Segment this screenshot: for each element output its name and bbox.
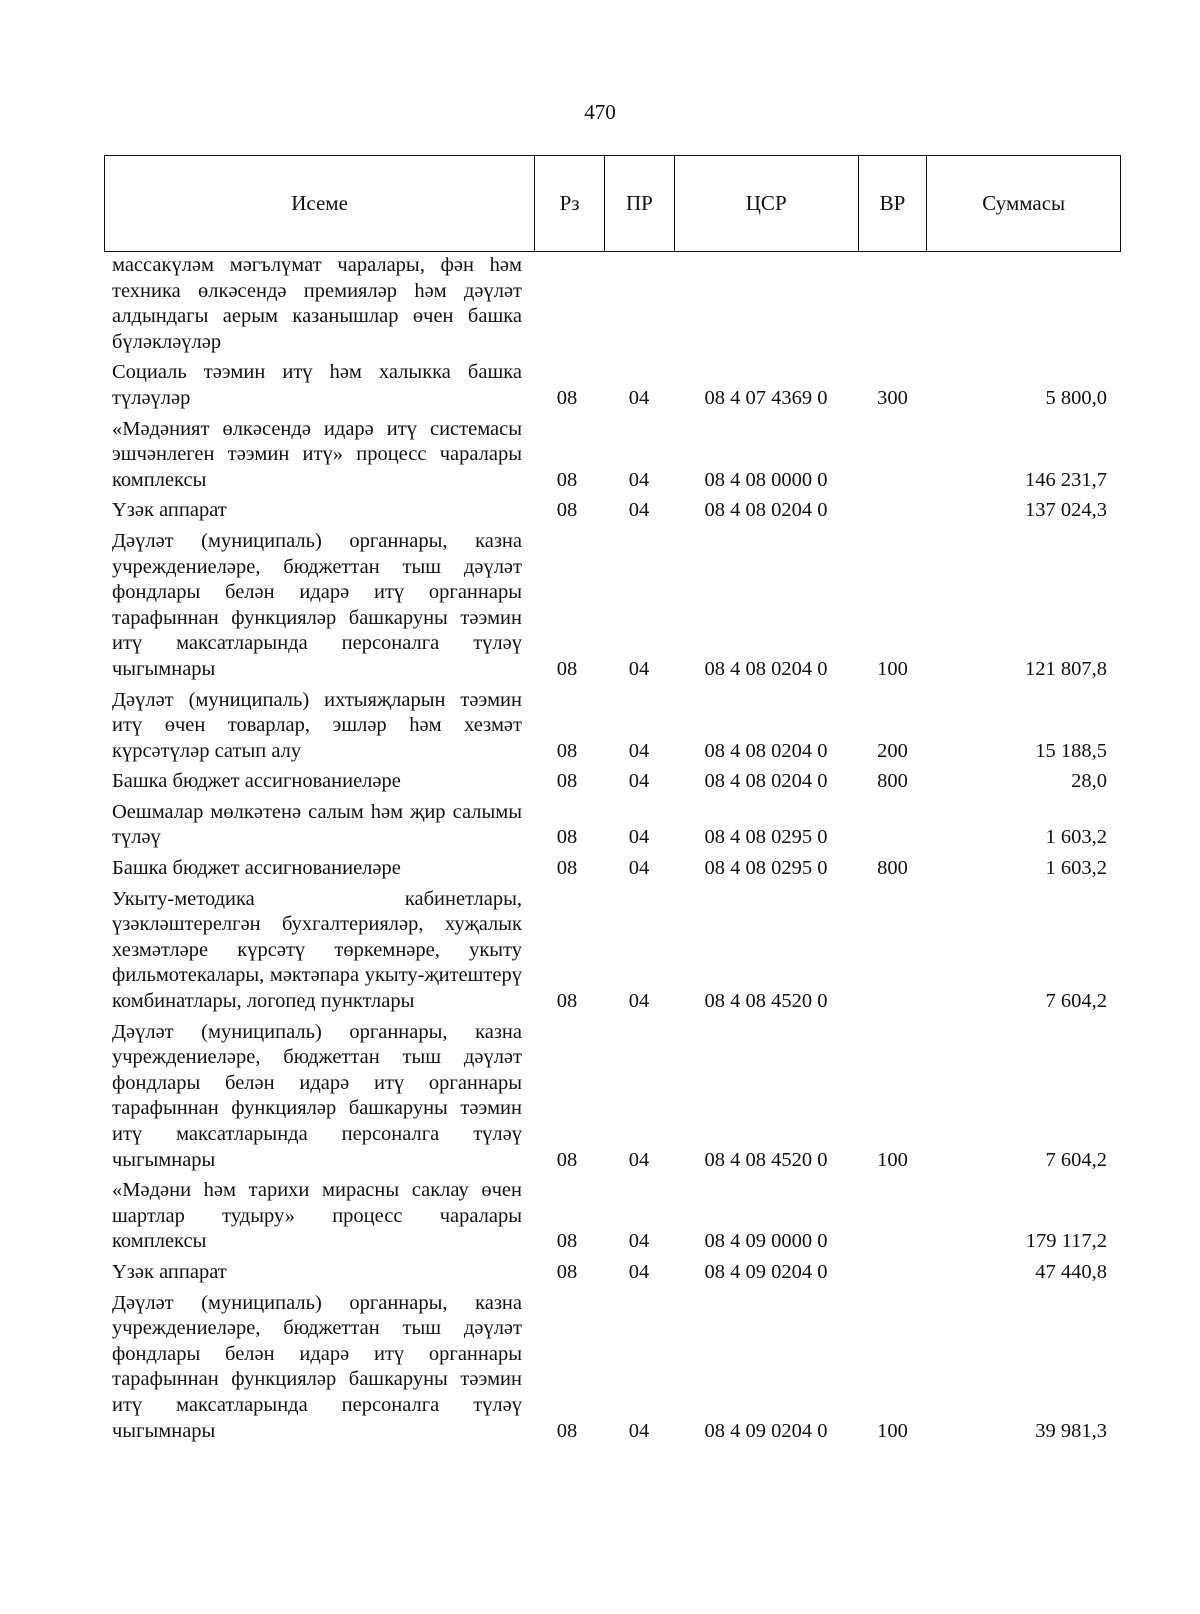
row-vr: 100 bbox=[877, 1148, 908, 1171]
row-sum: 7 604,2 bbox=[1045, 1148, 1107, 1171]
row-pr: 04 bbox=[628, 468, 650, 491]
header-name: Исеме bbox=[291, 191, 348, 215]
row-rz: 08 bbox=[556, 770, 578, 793]
row-name: «Мәдәни һәм тарихи мирасны саклау өчен шартлар тудыру» процесс чаралары комплексы bbox=[112, 1179, 522, 1253]
row-rz: 08 bbox=[556, 499, 578, 522]
row-csr: 08 4 08 0204 0 bbox=[704, 770, 828, 793]
table-row bbox=[104, 887, 1121, 1015]
row-sum: 5 800,0 bbox=[1045, 386, 1107, 409]
row-sum: 121 807,8 bbox=[1025, 657, 1107, 680]
row-sum: 28,0 bbox=[1071, 770, 1107, 793]
row-rz: 08 bbox=[556, 857, 578, 880]
row-csr: 08 4 08 0000 0 bbox=[704, 468, 828, 491]
row-pr: 04 bbox=[628, 739, 650, 762]
row-pr: 04 bbox=[628, 1419, 650, 1442]
row-rz: 08 bbox=[556, 990, 578, 1013]
row-csr: 08 4 08 0295 0 bbox=[704, 826, 828, 849]
row-name: Дәүләт (муниципаль) ихтыяҗларын тәэмин итү өчен товарлар, эшләр һәм хезмәт күрсәтүләр сатып алу bbox=[112, 688, 522, 762]
row-pr: 04 bbox=[628, 499, 650, 522]
row-sum: 1 603,2 bbox=[1045, 857, 1107, 880]
table-row bbox=[104, 360, 1121, 411]
row-csr: 08 4 09 0204 0 bbox=[704, 1260, 828, 1283]
row-sum: 7 604,2 bbox=[1045, 990, 1107, 1013]
row-vr: 200 bbox=[877, 739, 908, 762]
row-sum: 15 188,5 bbox=[1035, 739, 1107, 762]
row-name: Үзәк аппарат bbox=[112, 499, 227, 522]
row-pr: 04 bbox=[628, 826, 650, 849]
row-csr: 08 4 07 4369 0 bbox=[704, 386, 828, 409]
row-pr: 04 bbox=[628, 857, 650, 880]
row-pr: 04 bbox=[628, 386, 650, 409]
row-rz: 08 bbox=[556, 826, 578, 849]
row-sum: 39 981,3 bbox=[1035, 1419, 1107, 1442]
header-csr: ЦСР bbox=[674, 156, 858, 251]
row-name: Дәүләт (муниципаль) органнары, казна учреждениеләре, бюджеттан тыш дәүләт фондлары белән идарә итү органнары тарафыннан функцияләр башкаруны тәэмин итү максатларында персоналга түләү чыгымнары bbox=[112, 529, 522, 680]
row-sum: 146 231,7 bbox=[1025, 468, 1107, 491]
header-pr: ПР bbox=[604, 156, 674, 251]
table-row bbox=[104, 800, 1121, 851]
row-rz: 08 bbox=[556, 739, 578, 762]
row-rz: 08 bbox=[556, 1148, 578, 1171]
row-csr: 08 4 08 0295 0 bbox=[704, 857, 828, 880]
row-pr: 04 bbox=[628, 1148, 650, 1171]
row-rz: 08 bbox=[556, 1260, 578, 1283]
row-csr: 08 4 09 0000 0 bbox=[704, 1230, 828, 1253]
row-vr: 800 bbox=[877, 857, 908, 880]
header-rz: Рз bbox=[534, 156, 604, 251]
row-name: Оешмалар мөлкәтенә салым һәм җир салымы түләү bbox=[112, 800, 522, 849]
table-row bbox=[104, 253, 1121, 355]
table-body bbox=[104, 253, 1121, 1449]
row-name: массакүләм мәгълүмат чаралары, фән һәм техника өлкәсендә премияләр һәм дәүләт алдындагы аерым казанышлар өчен башка бүләкләүләр bbox=[112, 254, 522, 353]
header-vr: ВР bbox=[858, 156, 927, 251]
row-pr: 04 bbox=[628, 1230, 650, 1253]
row-pr: 04 bbox=[628, 1260, 650, 1283]
table-row bbox=[104, 856, 1121, 882]
row-csr: 08 4 09 0204 0 bbox=[704, 1419, 828, 1442]
table-row bbox=[104, 529, 1121, 683]
row-rz: 08 bbox=[556, 657, 578, 680]
table-row bbox=[104, 1291, 1121, 1445]
row-sum: 47 440,8 bbox=[1035, 1260, 1107, 1283]
row-rz: 08 bbox=[556, 1230, 578, 1253]
header-sum: Суммасы bbox=[926, 156, 1120, 251]
row-csr: 08 4 08 0204 0 bbox=[704, 739, 828, 762]
row-name: Үзәк аппарат bbox=[112, 1260, 227, 1283]
row-pr: 04 bbox=[628, 770, 650, 793]
row-rz: 08 bbox=[556, 468, 578, 491]
row-rz: 08 bbox=[556, 386, 578, 409]
table-row bbox=[104, 769, 1121, 795]
table-row bbox=[104, 1020, 1121, 1174]
row-csr: 08 4 08 4520 0 bbox=[704, 990, 828, 1013]
row-name: Дәүләт (муниципаль) органнары, казна учреждениеләре, бюджеттан тыш дәүләт фондлары белән идарә итү органнары тарафыннан функцияләр башкаруны тәэмин итү максатларында персоналга түләү чыгымнары bbox=[112, 1291, 522, 1442]
row-vr: 100 bbox=[877, 1419, 908, 1442]
row-pr: 04 bbox=[628, 657, 650, 680]
row-name: Башка бюджет ассигнованиеләре bbox=[112, 857, 401, 880]
row-name: Дәүләт (муниципаль) органнары, казна учреждениеләре, бюджеттан тыш дәүләт фондлары белән идарә итү органнары тарафыннан функцияләр башкаруны тәэмин итү максатларында персоналга түләү чыгымнары bbox=[112, 1020, 522, 1171]
row-csr: 08 4 08 0204 0 bbox=[704, 657, 828, 680]
row-sum: 1 603,2 bbox=[1045, 826, 1107, 849]
row-pr: 04 bbox=[628, 990, 650, 1013]
page-number: 470 bbox=[584, 100, 616, 124]
table-header bbox=[104, 155, 1121, 252]
table-row bbox=[104, 1260, 1121, 1286]
row-csr: 08 4 08 0204 0 bbox=[704, 499, 828, 522]
row-sum: 179 117,2 bbox=[1025, 1230, 1107, 1253]
table-row bbox=[104, 417, 1121, 494]
row-vr: 100 bbox=[877, 657, 908, 680]
row-vr: 300 bbox=[877, 386, 908, 409]
row-name: Социаль тәэмин итү һәм халыкка башка түләүләр bbox=[112, 361, 522, 409]
row-name: Башка бюджет ассигнованиеләре bbox=[112, 770, 401, 793]
table-row bbox=[104, 688, 1121, 765]
row-name: «Мәдәният өлкәсендә идарә итү системасы эшчәнлеген тәэмин итү» процесс чаралары комплексы bbox=[112, 417, 522, 491]
table-row bbox=[104, 1178, 1121, 1255]
row-csr: 08 4 08 4520 0 bbox=[704, 1148, 828, 1171]
table-row bbox=[104, 498, 1121, 524]
row-name: Укыту-методика кабинетлары, үзәкләштерелгән бухгалтерияләр, хуҗалык хезмәтләре күрсәтү төркемнәре, укыту фильмотекалары, мәктәпара укыту-җитештерү комбинатлары, логопед пунктлары bbox=[112, 887, 522, 1013]
row-sum: 137 024,3 bbox=[1025, 499, 1107, 522]
row-rz: 08 bbox=[556, 1419, 578, 1442]
row-vr: 800 bbox=[877, 770, 908, 793]
